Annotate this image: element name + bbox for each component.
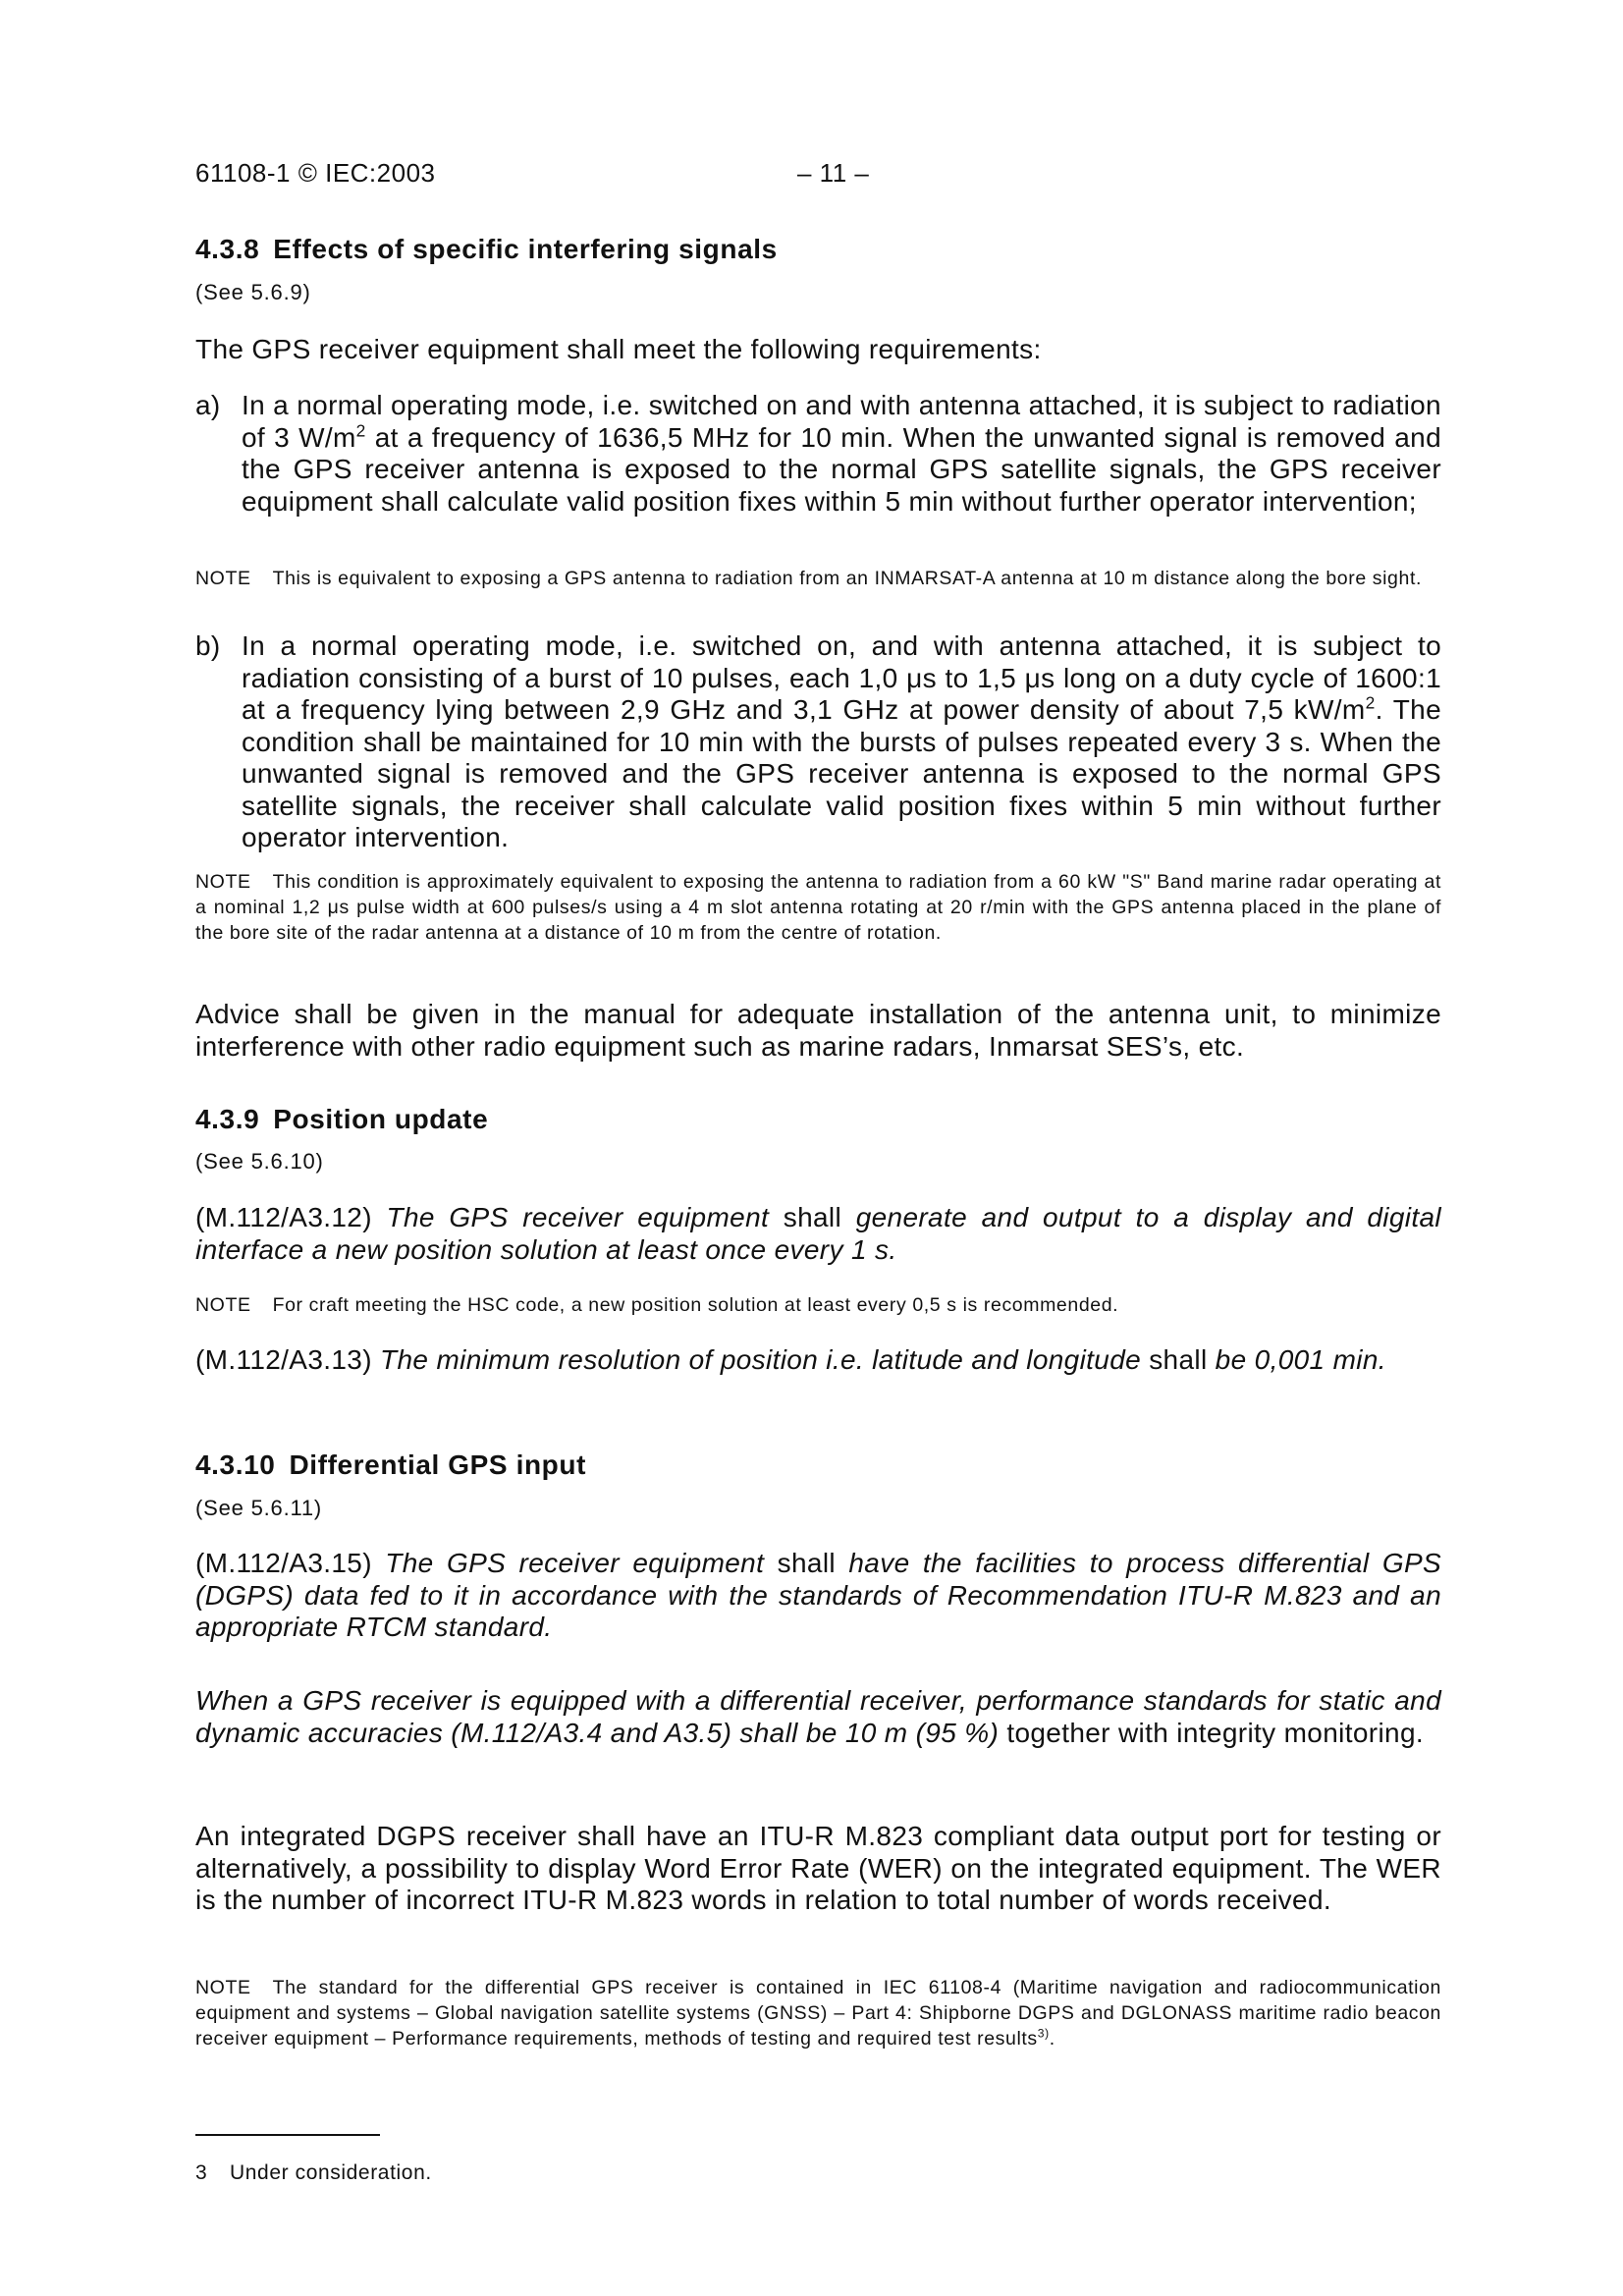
- note-label: NOTE: [195, 568, 251, 589]
- intro-paragraph: The GPS receiver equipment shall meet the following requirements:: [195, 334, 1042, 364]
- advice-paragraph: Advice shall be given in the manual for adequate installation of the antenna unit, to minimize interference with other radio equipment such as marine radars, Inmarsat SES’s, etc.: [195, 999, 1441, 1062]
- requirement-paragraph: (M.112/A3.15) The GPS receiver equipment shall have the facilities to process differential GPS (DGPS) data fed to it in accordance with the standards of Recommendation ITU-R M.823 and an appropriate RTCM standard.: [195, 1548, 1441, 1642]
- list-item-label: b): [195, 630, 221, 661]
- note-text: For craft meeting the HSC code, a new position solution at least every 0,5 s is recommended.: [272, 1294, 1119, 1316]
- note-label: NOTE: [195, 1294, 251, 1316]
- section-heading-4-3-10: [195, 1449, 1441, 1481]
- list-item-text: In a normal operating mode, i.e. switched on and with antenna attached, it is subject to radiation of 3 $W/m^2$ at a frequency of 1636,5 MHz for 10 min. When the unwanted signal is removed and the GPS receiver antenna is exposed to the normal GPS satellite signals, the GPS receiver equipment shall calculate valid position fixes within 5 min without further operator intervention;: [242, 390, 1441, 517]
- dgps-output-paragraph: An integrated DGPS receiver shall have an ITU-R M.823 compliant data output port for testing or alternatively, a possibility to display Word Error Rate (WER) on the integrated equipment. The WER is the number of incorrect ITU-R M.823 words in relation to total number of words received.: [195, 1821, 1441, 1915]
- note-text: This is equivalent to exposing a GPS antenna to radiation from an INMARSAT-A antenna at 10 m distance along the bore sight.: [272, 568, 1422, 589]
- footnote-number: 3: [195, 2161, 208, 2184]
- see-reference: (See 5.6.9): [195, 280, 311, 304]
- list-item-text: In a normal operating mode, i.e. switched on, and with antenna attached, it is subject to radiation consisting of a burst of 10 pulses, each 1,0 μs to 1,5 μs long on a duty cycle of 1600:1 at a frequency lying between 2,9 GHz and 3,1 GHz at power density of about 7,5 $kW/m^2$. The condition shall be maintained for 10 min with the bursts of pulses repeated every 3 s. When the unwanted signal is removed and the GPS receiver antenna is exposed to the normal GPS satellite signals, the receiver shall calculate valid position fixes within 5 min without further operator intervention.: [242, 630, 1441, 852]
- requirement-paragraph: (M.112/A3.13) The minimum resolution of position i.e. latitude and longitude shall be 0,001 min.: [195, 1344, 1386, 1375]
- list-item-label: a): [195, 390, 221, 420]
- section-title: Position update: [273, 1104, 489, 1134]
- footnote-reference: 3): [1037, 2026, 1050, 2041]
- note-label: NOTE: [195, 1977, 251, 1998]
- note-paragraph: [195, 869, 1441, 946]
- see-reference: (See 5.6.10): [195, 1149, 324, 1174]
- footnote: [195, 2161, 432, 2185]
- footnote-separator: [195, 2134, 380, 2136]
- note-label: NOTE: [195, 871, 251, 893]
- section-number: 4.3.8: [195, 234, 260, 264]
- section-number: 4.3.9: [195, 1104, 260, 1134]
- section-heading-4-3-9: [195, 1104, 1441, 1135]
- note-text: This condition is approximately equivalent to exposing the antenna to radiation from a 60 kW "S" Band marine radar operating at a nominal 1,2 μs pulse width at 600 pulses/s using a 4 m slot antenna rotating at 20 r/min with the GPS antenna placed in the plane of the bore site of the radar antenna at a distance of 10 m from the centre of rotation.: [195, 871, 1441, 944]
- header-page-number: – 11 –: [797, 158, 870, 188]
- note-text: The standard for the differential GPS receiver is contained in IEC 61108-4 (Maritime navigation and radiocommunication equipment and systems – Global navigation satellite systems (GNSS) – Part 4: Shipborne DGPS and DGLONASS maritime radio beacon receiver equipment – Performance requirements, methods of testing and required test results: [195, 1977, 1441, 2050]
- header-document-id: 61108-1 © IEC:2003: [195, 158, 436, 188]
- note-paragraph: [195, 566, 1441, 591]
- list-item-a: [195, 390, 1441, 518]
- footnote-text: Under consideration.: [230, 2161, 432, 2184]
- performance-paragraph: When a GPS receiver is equipped with a differential receiver, performance standards for static and dynamic accuracies (M.112/A3.4 and A3.5) shall be 10 m (95 %) together with integrity monitoring.: [195, 1685, 1441, 1748]
- section-heading-4-3-8: [195, 234, 1441, 265]
- note-paragraph: NOTE The standard for the differential GPS receiver is contained in IEC 61108-4 (Maritime navigation and radiocommunication equipment and systems – Global navigation satellite systems (GNSS) – Part 4: Shipborne DGPS and DGLONASS maritime radio beacon receiver equipment – Performance requirements, methods of testing and required test results$^{3)}$.: [195, 1977, 1441, 2050]
- requirement-paragraph: (M.112/A3.12) The GPS receiver equipment shall generate and output to a display and digital interface a new position solution at least once every 1 s.: [195, 1202, 1441, 1265]
- section-title: Differential GPS input: [289, 1449, 587, 1480]
- section-title: Effects of specific interfering signals: [273, 234, 778, 264]
- note-paragraph: [195, 1292, 1441, 1318]
- section-number: 4.3.10: [195, 1449, 276, 1480]
- list-item-b: [195, 630, 1441, 854]
- see-reference: (See 5.6.11): [195, 1496, 323, 1520]
